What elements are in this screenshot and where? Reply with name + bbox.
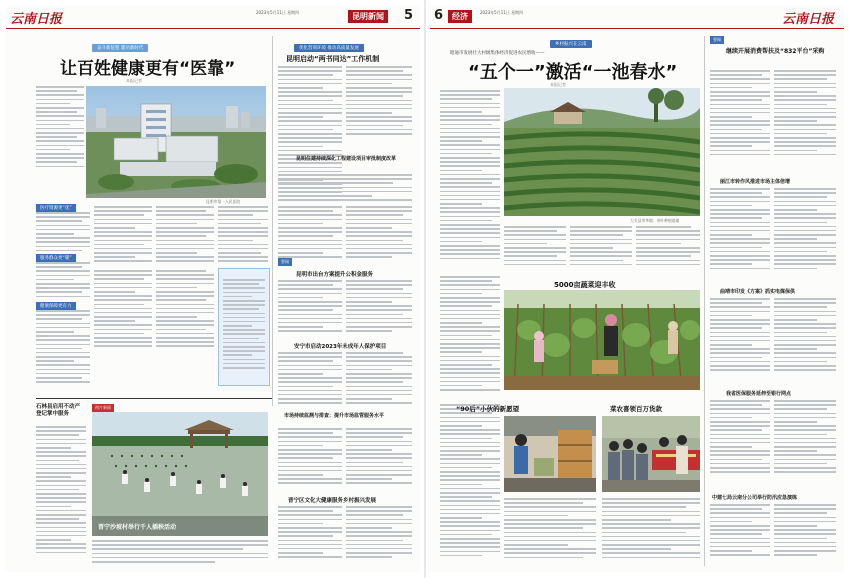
vegetable-harvest-photo xyxy=(504,290,700,390)
tea-photo-caption: 大关县翠华镇：茶叶种植基地 xyxy=(630,218,680,223)
right-lead-col-4 xyxy=(636,226,700,270)
story-6-col-1 xyxy=(278,506,342,566)
sidebar-3-col-2 xyxy=(774,400,836,486)
sidebar-lead-col-2 xyxy=(774,70,836,166)
lead-col-2a xyxy=(94,206,152,266)
story-2-text xyxy=(278,174,412,204)
story-2-headline: 昆明住建持续深化工程建设项目审批制度改革 xyxy=(296,156,397,162)
story-2-col-2 xyxy=(346,206,412,262)
lead-intro-text xyxy=(36,86,84,186)
story-3-headline: 昆明市出台方案提升公积金服务 xyxy=(296,272,374,278)
bottom-left-headline: 石林县启用不动产登记掌中服务 xyxy=(36,404,81,417)
sidebar-head-3: 我省医保服务延伸至银行网点 xyxy=(726,391,792,397)
lead-col-1b xyxy=(36,262,90,298)
lead-col-2b xyxy=(94,270,152,350)
right-logo: 云南日报 xyxy=(782,12,835,27)
sidebar-tag: 要闻 xyxy=(710,36,724,44)
rice-planting-photo xyxy=(92,412,268,536)
bottom-a-text xyxy=(504,498,596,568)
farmers-payment-photo xyxy=(602,416,700,492)
right-lead-pill: 乡村振兴在云南 xyxy=(550,40,592,48)
young-man-image xyxy=(504,416,596,492)
rice-planting-image xyxy=(92,412,268,536)
sidebar-4-col-1 xyxy=(710,504,770,568)
lead-col-1a xyxy=(36,212,90,252)
sidebar-lead-col-1 xyxy=(710,70,770,166)
bottom-b-headline: 菜农喜领百万货款 xyxy=(610,405,662,413)
lead-col-1c xyxy=(36,310,90,386)
right-lead-col-3 xyxy=(570,226,632,270)
lead-byline: 本报记者 xyxy=(126,78,142,83)
sidebar-head-2: 曲靖市印发《方案》抓实电煤保供 xyxy=(720,289,796,295)
story-5-col-2 xyxy=(346,428,412,490)
lead-col-3a xyxy=(156,206,214,266)
subhead-2: 服务群众更“暖” xyxy=(36,254,76,262)
bottom-a-headline: “90后”小伙的新愿望 xyxy=(456,405,520,413)
lead-pill: 奋斗新征程 建功新时代 xyxy=(92,44,148,52)
bottom-b-text xyxy=(602,498,700,568)
rice-photo-text xyxy=(92,540,268,568)
bottom-left-text xyxy=(36,426,86,566)
side-story-col-2 xyxy=(346,66,412,140)
mid-photo-headline: 5000亩蔬菜迎丰收 xyxy=(554,281,616,289)
sidebar-2-col-1 xyxy=(710,298,770,382)
right-lead-col-1b xyxy=(440,276,500,400)
left-page xyxy=(6,6,420,572)
lead-photo-caption: 昆明市第一人民医院 xyxy=(206,199,241,204)
right-lead-kicker: 昭通市发展壮大村级集体经济促进农民增收—— xyxy=(450,51,545,56)
story-2-col-1 xyxy=(278,206,342,262)
left-date: 2023年5月11日 星期四 xyxy=(256,10,300,15)
right-lead-col-1c xyxy=(440,404,500,568)
left-column-rule xyxy=(272,36,273,406)
story-6-col-2 xyxy=(346,506,412,566)
tea-plantation-image xyxy=(504,88,700,216)
story-4-col-1 xyxy=(278,352,342,408)
young-man-photo xyxy=(504,416,596,492)
sidebar-3-col-1 xyxy=(710,400,770,486)
sidebar-1-col-1 xyxy=(710,188,770,280)
sidebar-head-1: 丽江市转作风推进市场主体倍增 xyxy=(720,179,791,185)
right-page xyxy=(430,6,844,572)
lead-col-3b xyxy=(156,270,214,350)
brief-tag: 要闻 xyxy=(278,258,292,266)
right-page-number: 6 xyxy=(434,8,444,23)
hospital-photo xyxy=(86,86,266,198)
sidebar-4-col-2 xyxy=(774,504,836,568)
sidebar-head-4: 中建七局云南分公司举行防汛应急演练 xyxy=(712,495,798,501)
left-masthead xyxy=(6,6,420,29)
left-bottom-rule xyxy=(36,398,272,399)
sidebar-1-col-2 xyxy=(774,188,836,280)
left-page-number: 5 xyxy=(404,8,414,23)
story-5-headline: 市场持续监测与排查：提升市场监管服务水平 xyxy=(284,413,385,419)
story-6-headline: 晋宁区文化大健康服务乡村振兴发展 xyxy=(288,498,377,504)
sidebar-2-col-2 xyxy=(774,298,836,382)
lead-col-4a xyxy=(218,206,268,266)
page-gutter xyxy=(424,0,426,578)
lead-headline: 让百姓健康更有“医靠” xyxy=(60,59,236,79)
story-3-col-2 xyxy=(346,280,412,336)
right-section-tag: 经济 xyxy=(448,10,472,23)
sidebar-lead-headline: 继续开展消费帮扶及“832平台”采购 xyxy=(726,48,825,55)
right-date: 2023年5月11日 星期四 xyxy=(480,10,524,15)
subhead-3: 健康保障更有力 xyxy=(36,302,76,310)
right-column-rule xyxy=(704,36,705,566)
story-4-col-2 xyxy=(346,352,412,408)
story-3-col-1 xyxy=(278,280,342,336)
right-lead-headline: “五个一”激活“一池春水” xyxy=(468,62,678,83)
farmers-payment-image xyxy=(602,416,700,492)
side-story-pill: 优化营商环境 推动高质量发展 xyxy=(294,44,364,52)
right-lead-byline: 本报记者 xyxy=(550,82,566,87)
vegetable-harvest-image xyxy=(504,290,700,390)
side-note-box xyxy=(218,268,270,386)
rice-photo-caption: 晋宁沙坡村举行千人插秧活动 xyxy=(98,524,177,531)
subhead-1: 医疗资源更“优” xyxy=(36,204,76,212)
story-5-col-1 xyxy=(278,428,342,490)
right-lead-col-2 xyxy=(504,226,566,270)
hospital-aerial-image xyxy=(86,86,266,198)
side-note-text xyxy=(223,279,265,379)
left-section-tag: 昆明新闻 xyxy=(348,10,388,23)
side-story-headline: 昆明启动“两书同达”工作机制 xyxy=(286,55,380,63)
right-lead-col-1 xyxy=(440,90,500,270)
story-4-headline: 安宁市启动2023年未成年人保护项目 xyxy=(294,344,387,350)
tea-plantation-photo xyxy=(504,88,700,216)
left-logo: 云南日报 xyxy=(10,12,63,27)
right-masthead xyxy=(430,6,844,29)
photo-news-tag: 图片新闻 xyxy=(92,404,114,412)
